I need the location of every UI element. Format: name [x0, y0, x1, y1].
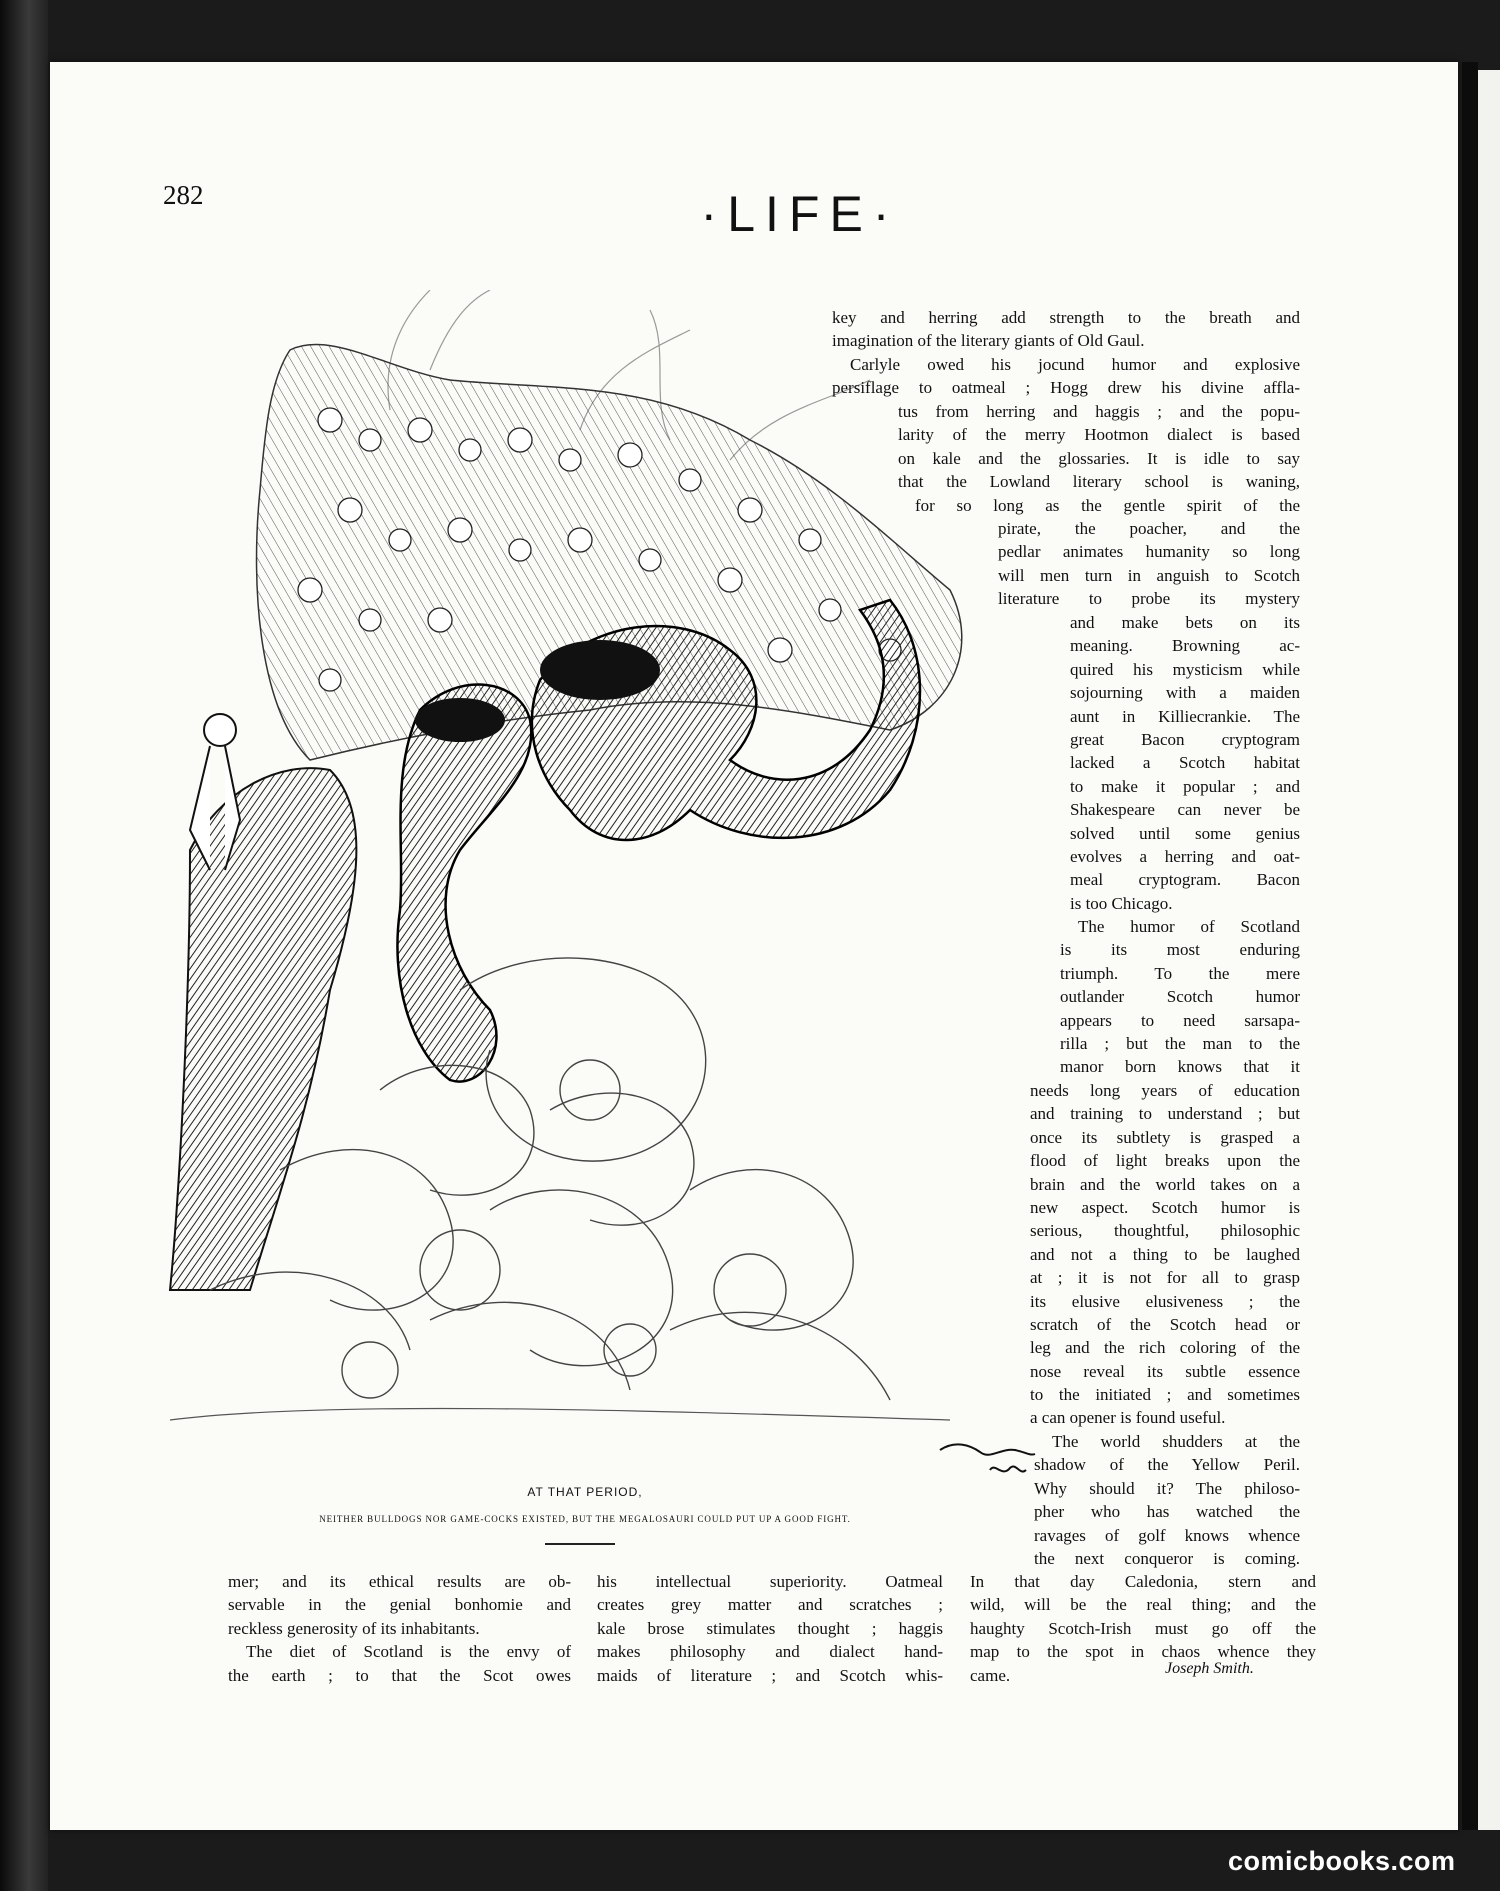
text-line: The diet of Scotland is the envy of [246, 1642, 571, 1662]
artist-signature [930, 1420, 1040, 1490]
text-line: the next conqueror is coming. [1034, 1548, 1300, 1568]
text-line: a can opener is found useful. [1030, 1408, 1226, 1428]
text-line: Carlyle owed his jocund humor and explosive [850, 354, 1300, 374]
right-column-block-8 [1034, 1430, 1300, 1570]
text-line: came. [970, 1665, 1011, 1685]
megalosaurus-left [397, 685, 531, 1082]
next-page-edge [1478, 70, 1500, 1830]
text-line: needs long years of education [1030, 1081, 1300, 1100]
text-line: serious, thoughtful, philosophic [1030, 1221, 1300, 1241]
text-line: leg and the rich coloring of the [1030, 1338, 1300, 1358]
text-line: triumph. To the mere [1060, 963, 1300, 983]
text-line: makes philosophy and dialect hand- [597, 1642, 943, 1662]
text-line: is its most enduring [1060, 940, 1300, 960]
text-line: solved until some genius [1070, 823, 1300, 843]
text-line: scratch of the Scotch head or [1030, 1314, 1300, 1334]
right-column-block-7 [1030, 1079, 1300, 1430]
text-line: pirate, the poacher, and the [998, 519, 1300, 538]
text-line: shadow of the Yellow Peril. [1034, 1455, 1300, 1475]
right-column-block-6 [1060, 915, 1300, 1079]
right-column-block-3 [915, 494, 1300, 517]
text-line: nose reveal its subtle essence [1030, 1361, 1300, 1381]
text-line: once its subtlety is grasped a [1030, 1127, 1300, 1147]
text-line: its elusive elusiveness ; the [1030, 1291, 1300, 1311]
text-line: and make bets on its [1070, 613, 1300, 632]
text-line: maids of literature ; and Scotch whis- [597, 1665, 943, 1685]
right-column-block-2 [898, 400, 1300, 494]
text-line: larity of the merry Hootmon dialect is based [898, 425, 1300, 445]
text-line: the earth ; to that the Scot owes [228, 1665, 571, 1685]
text-line: kale brose stimulates thought ; haggis [597, 1618, 943, 1638]
text-line: creates grey matter and scratches ; [597, 1595, 943, 1615]
scan-border-left [0, 0, 48, 1891]
caption-title: AT THAT PERIOD, [527, 1485, 643, 1499]
text-line: servable in the genial bonhomie and [228, 1595, 571, 1615]
bottom-left-column [228, 1570, 571, 1687]
text-line: evolves a herring and oat- [1070, 846, 1300, 866]
text-line: at ; it is not for all to grasp [1030, 1268, 1300, 1288]
source-watermark: comicbooks.com [1228, 1846, 1456, 1876]
masthead-title: ·LIFE· [700, 186, 900, 242]
text-line: sojourning with a maiden [1070, 683, 1300, 703]
illustration-megalosauri-fight [130, 290, 1030, 1460]
text-line: meal cryptogram. Bacon [1070, 870, 1300, 890]
text-line: meaning. Browning ac- [1070, 636, 1300, 656]
text-line: to make it popular ; and [1070, 776, 1300, 796]
page-gutter [1462, 62, 1478, 1830]
text-line: reckless generosity of its inhabitants. [228, 1618, 480, 1638]
text-line: brain and the world takes on a [1030, 1174, 1300, 1194]
text-line: great Bacon cryptogram [1070, 729, 1300, 749]
text-line: mer; and its ethical results are ob- [228, 1572, 571, 1591]
text-line: pher who has watched the [1034, 1502, 1300, 1522]
text-line: his intellectual superiority. Oatmeal [597, 1572, 943, 1591]
serpent-head [415, 698, 505, 742]
text-line: new aspect. Scotch humor is [1030, 1197, 1300, 1217]
text-line: key and herring add strength to the breath and [832, 308, 1300, 327]
text-line: pedlar animates humanity so long [998, 542, 1300, 562]
text-line: ravages of golf knows whence [1034, 1525, 1300, 1545]
text-line: The humor of Scotland [1078, 917, 1300, 936]
right-column-block-9 [970, 1570, 1316, 1687]
page-number: 282 [163, 180, 204, 210]
text-line: Shakespeare can never be [1070, 800, 1300, 820]
right-column-block-4 [998, 517, 1300, 611]
text-line: rilla ; but the man to the [1060, 1033, 1300, 1053]
ground-line [170, 1408, 950, 1420]
right-column-block-5 [1070, 611, 1300, 915]
text-line: Why should it? The philoso- [1034, 1478, 1300, 1498]
author-credit: Joseph Smith. [1165, 1660, 1254, 1677]
text-line: imagination of the literary giants of Old Gaul. [832, 331, 1145, 351]
text-line: will men turn in anguish to Scotch [998, 565, 1300, 585]
text-line: flood of light breaks upon the [1030, 1151, 1300, 1171]
right-column-block-1 [832, 306, 1300, 400]
dinosaur-head [540, 640, 660, 700]
text-line: aunt in Killiecrankie. The [1070, 706, 1300, 726]
text-line: for so long as the gentle spirit of the [915, 496, 1300, 515]
text-line: wild, will be the real thing; and the [970, 1595, 1316, 1615]
caption-divider [545, 1543, 615, 1545]
text-line: quired his mysticism while [1070, 659, 1300, 679]
caption-subtitle: NEITHER BULLDOGS NOR GAME-COCKS EXISTED, BUT THE MEGALOSAURI COULD PUT UP A GOOD FIGHT. [319, 1514, 851, 1524]
text-line: map to the spot in chaos whence they [970, 1642, 1316, 1662]
text-line: tus from herring and haggis ; and the popu- [898, 402, 1300, 421]
text-line: is too Chicago. [1070, 893, 1173, 913]
text-line: and training to understand ; but [1030, 1104, 1300, 1124]
text-line: that the Lowland literary school is waning, [898, 472, 1300, 492]
text-line: literature to probe its mystery [998, 589, 1300, 609]
text-line: haughty Scotch-Irish must go off the [970, 1618, 1316, 1638]
bottom-middle-column [597, 1570, 943, 1687]
text-line: outlander Scotch humor [1060, 987, 1300, 1007]
text-line: on kale and the glossaries. It is idle to say [898, 448, 1300, 468]
text-line: appears to need sarsapa- [1060, 1010, 1300, 1030]
text-line: to the initiated ; and sometimes [1030, 1385, 1300, 1405]
text-line: lacked a Scotch habitat [1070, 753, 1300, 773]
text-line: manor born knows that it [1060, 1057, 1300, 1077]
text-line: persiflage to oatmeal ; Hogg drew his divine affla- [832, 378, 1300, 398]
text-line: The world shudders at the [1052, 1432, 1300, 1451]
text-line: In that day Caledonia, stern and [970, 1572, 1316, 1591]
text-line: and not a thing to be laughed [1030, 1244, 1300, 1264]
